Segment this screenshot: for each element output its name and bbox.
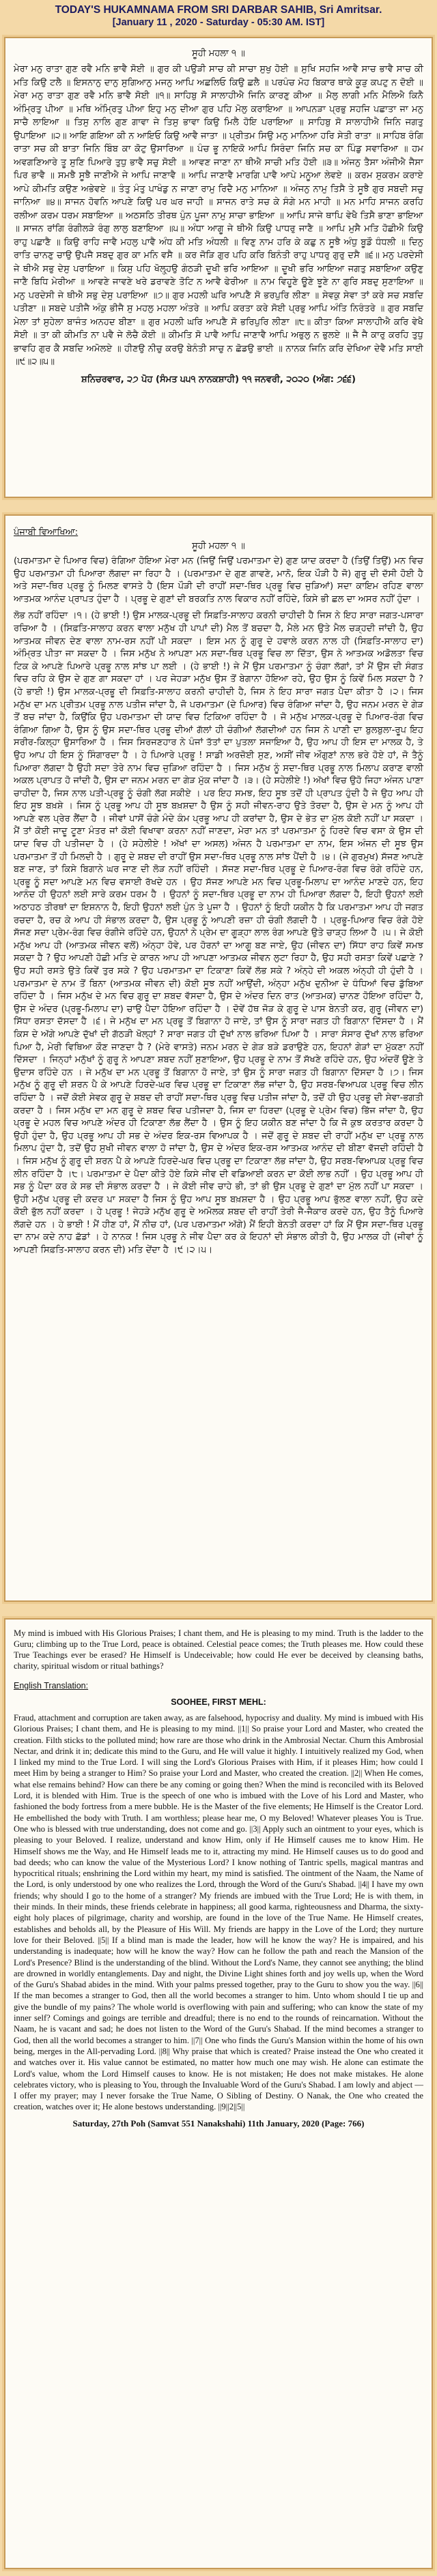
explanation-intro: (ਪਰਮਾਤਮਾ ਦੇ ਪਿਆਰ ਵਿਚ) ਰੰਗਿਆ ਹੋਇਆ ਮੇਰਾ ਮਨ (ਜਿਉਂ ਜਿਉਂ ਪਰਮਾਤਮਾ ਦੇ) ਗੁਣ ਯਾਦ ਕਰਦਾ ਹੈ (ਤਿਉਂ ਤਿਉਂ) ਮਨ ਵਿਚ ਉਹ ਪਰਮਾਤਮਾ ਹੀ ਪਿਆਰਾ ਲੱਗਦਾ ਜਾ ਰਿਹਾ ਹੈ । (ਪਰਮਾਤਮਾ ਦੇ ਗੁਣ ਗਾਵਣੇ, ਮਾਨੋ, ਇਕ ਪੌੜੀ ਹੈ ਜੋ) ਗੁਰੂ ਦੀ ਦੱਸੀ ਹੋਈ ਹੈ ਅਤੇ ਸਦਾ-ਥਿਰ ਪ੍ਰਭੂ ਨੂੰ ਮਿਲਣ ਵਾਸਤੇ ਹੈ (ਇਸ ਪੌੜੀ ਦੀ ਰਾਹੀਂ ਸਦਾ-ਥਿਰ ਪ੍ਰਭੂ ਵਿਚ ਜੁੜਿਆਂ) ਸਦਾ ਕਾਇਮ ਰਹਿਣ ਵਾਲਾ ਆਤਮਕ ਆਨੰਦ ਪ੍ਰਾਪਤ ਹੁੰਦਾ ਹੈ । ਪ੍ਰਭੂ ਦੇ ਗੁਣਾਂ ਦੀ ਬਰਕਤਿ ਨਾਲ ਵਿਕਾਰ ਨਹੀਂ ਰਹਿੰਦੇ, ਕਿਸੇ ਭੀ ਛਲ ਦਾ ਅਸਰ ਨਹੀਂ ਹੁੰਦਾ । [14, 556, 423, 604]
page-date: [January 11 , 2020 - Saturday - 05:30 AM. IST] [112, 17, 325, 28]
punjabi-date-line: ਸ਼ਨਿਚਰਵਾਰ, ੨੭ ਪੋਹ (ਸੰਮਤ ੫੫੧ ਨਾਨਕਸ਼ਾਹੀ) ੧੧ ਜਨਵਰੀ, ੨੦੨੦ (ਅੰਗ: ੭੬੬) [81, 374, 356, 385]
english-translation-label: English Translation: [14, 1681, 89, 1690]
page-title: TODAY'S HUKAMNAMA FROM SRI DARBAR SAHIB, Sri Amritsar. [55, 4, 382, 16]
page-header [0, 0, 437, 33]
explanation-body: ਲੋਭ ਨਹੀਂ ਰਹਿੰਦਾ ।੧। (ਹੇ ਭਾਈ !) ਉਸ ਮਾਲਕ-ਪ੍ਰਭੂ ਦੀ ਸਿਫ਼ਤਿ-ਸਾਲਾਹ ਕਰਨੀ ਚਾਹੀਦੀ ਹੈ ਜਿਸ ਨੇ ਇਹ ਸਾਰਾ ਜਗਤ-ਪਸਾਰਾ ਰਚਿਆ ਹੈ । (ਸਿਫ਼ਤਿ-ਸਾਲਾਹ ਕਰਨ ਵਾਲਾ ਮਨੁੱਖ ਹੀ ਪਾਪਾਂ ਦੀ) ਮੈਲ ਤੋਂ ਬਚਦਾ ਹੈ, ਮੈਲੇ ਮਨ ਉਤੇ ਮੈਲ ਚੜ੍ਹਦੀ ਜਾਂਦੀ ਹੈ, ਉਹ ਆਤਮਕ ਜੀਵਨ ਦੇਣ ਵਾਲਾ ਨਾਮ-ਰਸ ਨਹੀਂ ਪੀ ਸਕਦਾ । ਇਸ ਮਨ ਨੂੰ ਗੁਰੂ ਦੇ ਹਵਾਲੇ ਕਰਨ ਨਾਲ ਹੀ (ਸਿਫ਼ਤਿ-ਸਾਲਾਹ ਦਾ) ਅੰਮ੍ਰਿਤ ਪੀਤਾ ਜਾ ਸਕਦਾ ਹੈ । ਜਿਸ ਮਨੁੱਖ ਨੇ ਆਪਣਾ ਮਨ ਸਦਾ-ਥਿਰ ਪ੍ਰਭੂ ਵਿਚ ਲਾ ਦਿੱਤਾ, ਉਸ ਨੇ ਆਤਮਕ ਅਡੋਲਤਾ ਵਿਚ ਟਿਕ ਕੇ ਆਪਣੇ ਪਿਆਰੇ ਪ੍ਰਭੂ ਨਾਲ ਸਾਂਝ ਪਾ ਲਈ । (ਹੇ ਭਾਈ !) ਜੇ ਮੈਂ ਉਸ ਪਰਮਾਤਮਾ ਨੂੰ ਚੰਗਾ ਲੱਗਾਂ, ਤਾਂ ਮੈਂ ਉਸ ਦੀ ਸੰਗਤ ਵਿਚ ਰਹਿ ਕੇ ਉਸ ਦੇ ਗੁਣ ਗਾ ਸਕਦਾ ਹਾਂ । ਪਰ ਜੇਹੜਾ ਮਨੁੱਖ ਉਸ ਤੋਂ ਬੇਗਾਨਾ ਹੋਇਆ ਰਹੇ, ਉਹ ਉਸ ਨੂੰ ਕਿਵੇਂ ਮਿਲ ਸਕਦਾ ਹੈ ? (ਹੇ ਭਾਈ !) ਉਸ ਮਾਲਕ-ਪ੍ਰਭੂ ਦੀ ਸਿਫ਼ਤਿ-ਸਾਲਾਹ ਕਰਨੀ ਚਾਹੀਦੀ ਹੈ, ਜਿਸ ਨੇ ਇਹ ਸਾਰਾ ਜਗਤ ਪੈਦਾ ਕੀਤਾ ਹੈ ।੨। ਜਿਸ ਮਨੁੱਖ ਦਾ ਮਨ ਪ੍ਰੀਤਮ ਪ੍ਰਭੂ ਨਾਲ ਪਤੀਜ ਜਾਂਦਾ ਹੈ, ਜੋ ਪਰਮਾਤਮਾ (ਦੇ ਪਿਆਰ) ਵਿਚ ਰੰਗਿਆ ਜਾਂਦਾ ਹੈ, ਉਹ ਜਨਮ ਮਰਨ ਦੇ ਗੇੜ ਤੋਂ ਬਚ ਜਾਂਦਾ ਹੈ, ਕਿਉਂਕਿ ਉਹ ਪਰਮਾਤਮਾ ਦੀ ਯਾਦ ਵਿਚ ਟਿਕਿਆ ਰਹਿੰਦਾ ਹੈ । ਜੋ ਮਨੁੱਖ ਮਾਲਕ-ਪ੍ਰਭੂ ਦੇ ਪਿਆਰ-ਰੰਗ ਵਿਚ ਰੰਗਿਆ ਗਿਆ ਹੈ, ਉਸ ਨੂੰ ਉਸ ਸਦਾ-ਥਿਰ ਪ੍ਰਭੂ ਦੀਆਂ ਗੱਲਾਂ ਹੀ ਚੰਗੀਆਂ ਲੱਗਦੀਆਂ ਹਨ ਜਿਸ ਨੇ ਪਾਣੀ ਦਾ ਬੁਲਬੁਲਾ-ਰੂਪ ਇਹ ਸਰੀਰ-ਕਿਲ੍ਹਾ ਉਸਾਰਿਆ ਹੈ । ਜਿਸ ਸਿਰਜਣਹਾਰ ਨੇ ਪੰਜਾਂ ਤੱਤਾਂ ਦਾ ਪੁਤਲਾ ਸਜਾਇਆ ਹੈ, ਉਹ ਆਪ ਹੀ ਇਸ ਦਾ ਮਾਲਕ ਹੈ, ਤੇ ਉਹ ਆਪ ਹੀ ਇਸ ਨੂੰ ਸਿੰਗਾਰਦਾ ਹੈ । ਹੇ ਪਿਆਰੇ ਪ੍ਰਭੂ ! ਸਾਡੀ ਅਰਜ਼ੋਈ ਸੁਣ, ਅਸੀਂ ਜੀਵ ਔਗੁਣਾਂ ਨਾਲ ਭਰੇ ਹੋਏ ਹਾਂ, ਜੋ ਤੈਨੂੰ ਪਿਆਰਾ ਲੱਗਦਾ ਹੈ ਉਹੀ ਸਦਾ ਤੇਰੇ ਨਾਮ ਵਿਚ ਜੁੜਿਆ ਰਹਿੰਦਾ ਹੈ । ਜਿਸ ਮਨੁੱਖ ਨੂੰ ਸਦਾ-ਥਿਰ ਪ੍ਰਭੂ ਨਾਲ ਮਿਲਾਪ ਕਰਾਣ ਵਾਲੀ ਅਕਲ ਪ੍ਰਾਪਤ ਹੋ ਜਾਂਦੀ ਹੈ, ਉਸ ਦਾ ਜਨਮ ਮਰਨ ਦਾ ਗੇੜ ਮੁੱਕ ਜਾਂਦਾ ਹੈ ।੩। (ਹੇ ਸਹੇਲੀਏ !) ਅੱਖਾਂ ਵਿਚ ਉਹੋ ਜਿਹਾ ਅੰਜਨ ਪਾਣਾ ਚਾਹੀਦਾ ਹੈ, ਜਿਸ ਨਾਲ ਪਤੀ-ਪ੍ਰਭੂ ਨੂੰ ਚੰਗੀ ਲੱਗ ਸਕੀਏ । ਪਰ ਇਹ ਸਮਝ, ਇਹ ਸੂਝ ਤਦੋਂ ਹੀ ਪ੍ਰਾਪਤ ਹੁੰਦੀ ਹੈ ਜੇ ਉਹ ਆਪ ਹੀ ਇਹ ਸੂਝ ਬਖ਼ਸ਼ੇ । ਜਿਸ ਨੂੰ ਪ੍ਰਭੂ ਆਪ ਹੀ ਸੂਝ ਬਖ਼ਸ਼ਦਾ ਹੈ ਉਸ ਨੂੰ ਸਹੀ ਜੀਵਨ-ਰਾਹ ਉਤੇ ਤੋਰਦਾ ਹੈ, ਉਸ ਦੇ ਮਨ ਨੂੰ ਆਪ ਹੀ ਆਪਣੇ ਵਲ ਪ੍ਰੇਰ ਲੈਂਦਾ ਹੈ । ਜੀਵਾਂ ਪਾਸੋਂ ਚੰਗੇ ਮੰਦੇ ਕੰਮ ਪ੍ਰਭੂ ਆਪ ਹੀ ਕਰਾਂਦਾ ਹੈ, ਉਸ ਦੇ ਭੇਤ ਦਾ ਮੁੱਲ ਕੋਈ ਨਹੀਂ ਪਾ ਸਕਦਾ । ਮੈਂ ਤਾਂ ਕੋਈ ਜਾਦੂ ਟੂਣਾ ਮੰਤਰ ਜਾਂ ਕੋਈ ਵਿਖਾਵਾ ਕਰਨਾ ਨਹੀਂ ਜਾਣਦਾ, ਮੇਰਾ ਮਨ ਤਾਂ ਪਰਮਾਤਮਾ ਨੂੰ ਹਿਰਦੇ ਵਿਚ ਵਸਾ ਕੇ ਉਸ ਦੀ ਯਾਦ ਵਿਚ ਹੀ ਪਤੀਜਦਾ ਹੈ । (ਹੇ ਸਹੇਲੀਏ ! ਅੱਖਾਂ ਦਾ ਅਸਲ) ਅੰਜਨ ਹੈ ਪਰਮਾਤਮਾ ਦਾ ਨਾਮ, ਇਸ ਅੰਜਨ ਦੀ ਸੂਝ ਉਸ ਪਰਮਾਤਮਾ ਤੋਂ ਹੀ ਮਿਲਦੀ ਹੈ । ਗੁਰੂ ਦੇ ਸ਼ਬਦ ਦੀ ਰਾਹੀਂ ਉਸ ਸਦਾ-ਥਿਰ ਪ੍ਰਭੂ ਨਾਲ ਸਾਂਝ ਪੈਂਦੀ ਹੈ ।੪। (ਜੇ ਗੁਰਮੁਖ) ਸੱਜਣ ਆਪਣੇ ਬਣ ਜਾਣ, ਤਾਂ ਕਿਸੇ ਬਿਗਾਨੇ ਘਰ ਜਾਣ ਦੀ ਲੋੜ ਨਹੀਂ ਰਹਿੰਦੀ । ਸੱਜਣ ਸਦਾ-ਥਿਰ ਪ੍ਰਭੂ ਦੇ ਪਿਆਰ-ਰੰਗ ਵਿਚ ਰੰਗੇ ਰਹਿੰਦੇ ਹਨ, ਪ੍ਰਭੂ ਨੂੰ ਸਦਾ ਆਪਣੇ ਮਨ ਵਿਚ ਵਸਾਈ ਰੱਖਦੇ ਹਨ । ਉਹ ਸੱਜਣ ਆਪਣੇ ਮਨ ਵਿਚ ਪ੍ਰਭੂ-ਮਿਲਾਪ ਦਾ ਆਨੰਦ ਮਾਣਦੇ ਹਨ, ਇਹ ਆਨੰਦ ਹੀ ਉਹਨਾਂ ਲਈ ਸਾਰੇ ਕਰਮ ਧਰਮ ਹੈ । ਉਹਨਾਂ ਨੂੰ ਸਦਾ-ਥਿਰ ਪ੍ਰਭੂ ਦਾ ਨਾਮ ਹੀ ਪਿਆਰਾ ਲੱਗਦਾ ਹੈ, ਇਹੀ ਉਹਨਾਂ ਲਈ ਅਠਾਹਠ ਤੀਰਥਾਂ ਦਾ ਇਸ਼ਨਾਨ ਹੈ, ਇਹੀ ਉਹਨਾਂ ਲਈ ਪੁੰਨ ਤੇ ਪੂਜਾ ਹੈ । ਉਹਨਾਂ ਨੂੰ ਇਹੀ ਯਕੀਨ ਹੈ ਕਿ ਪਰਮਾਤਮਾ ਆਪ ਹੀ ਜਗਤ ਰਚਦਾ ਹੈ, ਰਚ ਕੇ ਆਪ ਹੀ ਸੰਭਾਲ ਕਰਦਾ ਹੈ, ਉਸ ਪ੍ਰਭੂ ਨੂੰ ਆਪਣੀ ਰਜ਼ਾ ਹੀ ਚੰਗੀ ਲੱਗਦੀ ਹੈ । ਪ੍ਰਭੂ-ਪਿਆਰ ਵਿਚ ਰੰਗੇ ਹੋਏ ਸੱਜਣ ਸਦਾ ਪ੍ਰੇਮ-ਰੰਗ ਵਿਚ ਰੰਗੀਜੇ ਰਹਿੰਦੇ ਹਨ, ਉਹਨਾਂ ਨੇ ਪ੍ਰੇਮ ਦਾ ਗੂੜ੍ਹਾ ਲਾਲ ਰੰਗ ਆਪਣੇ ਉਤੇ ਚਾੜ੍ਹ ਲਿਆ ਹੈ ।੫। ਜੇ ਕੋਈ ਮਨੁੱਖ ਆਪ ਹੀ (ਆਤਮਕ ਜੀਵਨ ਵਲੋਂ) ਅੰਨ੍ਹਾ ਹੋਵੇ, ਪਰ ਹੋਰਨਾਂ ਦਾ ਆਗੂ ਬਣ ਜਾਏ, ਉਹ (ਜੀਵਨ ਦਾ) ਸਿੱਧਾ ਰਾਹ ਕਿਵੇਂ ਸਮਝ ਸਕਦਾ ਹੈ ? ਉਹ ਆਪਣੀ ਹੋਛੀ ਮਤਿ ਦੇ ਕਾਰਨ ਆਪ ਹੀ ਆਪਣਾ ਆਤਮਕ ਜੀਵਨ ਲੁਟਾ ਰਿਹਾ ਹੈ, ਉਹ ਸਹੀ ਰਸਤਾ ਕਿਵੇਂ ਪਛਾਣੇ ? ਉਹ ਸਹੀ ਰਸਤੇ ਉਤੇ ਕਿਵੇਂ ਤੁਰ ਸਕੇ ? ਉਹ ਪਰਮਾਤਮਾ ਦਾ ਟਿਕਾਣਾ ਕਿਵੇਂ ਲੱਭ ਸਕੇ ? ਅੰਨ੍ਹੇ ਦੀ ਅਕਲ ਅੰਨ੍ਹੀ ਹੀ ਹੁੰਦੀ ਹੈ । ਪਰਮਾਤਮਾ ਦੇ ਨਾਮ ਤੋਂ ਬਿਨਾ (ਆਤਮਕ ਜੀਵਨ ਦੀ) ਕੋਈ ਸੂਝ ਨਹੀਂ ਆਉਂਦੀ, ਅੰਨ੍ਹਾ ਮਨੁੱਖ ਦੁਨੀਆ ਦੇ ਧੰਧਿਆਂ ਵਿਚ ਡੁੱਬਿਆ ਰਹਿੰਦਾ ਹੈ । ਜਿਸ ਮਨੁੱਖ ਦੇ ਮਨ ਵਿਚ ਗੁਰੂ ਦਾ ਸ਼ਬਦ ਵੱਸਦਾ ਹੈ, ਉਸ ਦੇ ਅੰਦਰ ਦਿਨ ਰਾਤ (ਆਤਮਕ) ਚਾਨਣ ਹੋਇਆ ਰਹਿੰਦਾ ਹੈ, ਉਸ ਦੇ ਅੰਦਰ (ਪ੍ਰਭੂ-ਮਿਲਾਪ ਦਾ) ਚਾਉ ਪੈਦਾ ਹੋਇਆ ਰਹਿੰਦਾ ਹੈ । ਦੋਵੇਂ ਹੱਥ ਜੋੜ ਕੇ ਗੁਰੂ ਦੇ ਪਾਸ ਬੇਨਤੀ ਕਰ, ਗੁਰੂ (ਜੀਵਨ ਦਾ) ਸਿੱਧਾ ਰਸਤਾ ਦੱਸਦਾ ਹੈ ।੬। ਜੇ ਮਨੁੱਖ ਦਾ ਮਨ ਪ੍ਰਭੂ ਤੋਂ ਬਿਗਾਨਾ ਹੋ ਜਾਏ, ਤਾਂ ਉਸ ਨੂੰ ਸਾਰਾ ਜਗਤ ਹੀ ਬਿਗਾਨਾ ਦਿੱਸਦਾ ਹੈ । ਮੈਂ ਕਿਸ ਦੇ ਅੱਗੇ ਆਪਣੇ ਦੁੱਖਾਂ ਦੀ ਗੱਠੜੀ ਖੋਲ੍ਹਾਂ ? ਸਾਰਾ ਜਗਤ ਹੀ ਦੁੱਖਾਂ ਨਾਲ ਭਰਿਆ ਪਿਆ ਹੈ । ਸਾਰਾ ਸੰਸਾਰ ਦੁੱਖਾਂ ਨਾਲ ਭਰਿਆ ਪਿਆ ਹੈ, ਮੇਰੀ ਵਿਥਿਆ ਕੌਣ ਜਾਣਦਾ ਹੈ ? (ਮੇਰੇ ਵਾਸਤੇ) ਜਨਮ ਮਰਨ ਦੇ ਗੇੜ ਬੜੇ ਡਰਾਉਣੇ ਹਨ, ਇਹਨਾਂ ਗੇੜਾਂ ਦਾ ਮੁੱਕਣਾ ਨਹੀਂ ਦਿੱਸਦਾ । ਜਿਨ੍ਹਾਂ ਮਨੁੱਖਾਂ ਨੂੰ ਗੁਰੂ ਨੇ ਆਪਣਾ ਸ਼ਬਦ ਨਹੀਂ ਸੁਣਾਇਆ, ਉਹ ਪ੍ਰਭੂ ਦੇ ਨਾਮ ਤੋਂ ਸੱਖਣੇ ਰਹਿੰਦੇ ਹਨ, ਉਹ ਅੰਦਰੋਂ ਊਣੇ ਤੇ ਉਦਾਸ ਰਹਿੰਦੇ ਹਨ । ਜੇ ਮਨੁੱਖ ਦਾ ਮਨ ਪ੍ਰਭੂ ਤੋਂ ਬਿਗਾਨਾ ਹੋ ਜਾਏ, ਤਾਂ ਉਸ ਨੂੰ ਸਾਰਾ ਜਗਤ ਹੀ ਬਿਗਾਨਾ ਦਿੱਸਦਾ ਹੈ ।੭। ਜਿਸ ਮਨੁੱਖ ਨੂੰ ਗੁਰੂ ਦੀ ਸ਼ਰਨ ਪੈ ਕੇ ਆਪਣੇ ਹਿਰਦੇ-ਘਰ ਵਿਚ ਪ੍ਰਭੂ ਦਾ ਟਿਕਾਣਾ ਲੱਭ ਜਾਂਦਾ ਹੈ, ਉਹ ਸਰਬ-ਵਿਆਪਕ ਪ੍ਰਭੂ ਵਿਚ ਲੀਨ ਰਹਿੰਦਾ ਹੈ । ਜਦੋਂ ਕੋਈ ਸੇਵਕ ਗੁਰੂ ਦੇ ਸ਼ਬਦ ਦੀ ਰਾਹੀਂ ਸਦਾ-ਥਿਰ ਪ੍ਰਭੂ ਵਿਚ ਪਤੀਜ ਜਾਂਦਾ ਹੈ, ਤਦੋਂ ਹੀ ਉਹ ਪ੍ਰਭੂ ਦੀ ਸੇਵਾ-ਭਗਤੀ ਕਰਦਾ ਹੈ । ਜਿਸ ਮਨੁੱਖ ਦਾ ਮਨ ਗੁਰੂ ਦੇ ਸ਼ਬਦ ਵਿਚ ਪਤੀਜਦਾ ਹੈ, ਜਿਸ ਦਾ ਹਿਰਦਾ (ਪ੍ਰਭੂ ਦੇ ਪ੍ਰੇਮ ਵਿਚ) ਭਿੱਜ ਜਾਂਦਾ ਹੈ, ਉਹ ਪ੍ਰਭੂ ਦੇ ਮਹਲ ਵਿਚ ਆਪਣੇ ਅੰਦਰ ਹੀ ਟਿਕਾਣਾ ਲੱਭ ਲੈਂਦਾ ਹੈ । ਉਸ ਨੂੰ ਇਹ ਯਕੀਨ ਬਣ ਜਾਂਦਾ ਹੈ ਕਿ ਜੋ ਕੁਝ ਕਰਤਾਰ ਕਰਦਾ ਹੈ ਉਹੀ ਹੁੰਦਾ ਹੈ, ਉਹ ਪ੍ਰਭੂ ਆਪ ਹੀ ਸਭ ਦੇ ਅੰਦਰ ਇਕ-ਰਸ ਵਿਆਪਕ ਹੈ । ਜਦੋਂ ਗੁਰੂ ਦੇ ਸ਼ਬਦ ਦੀ ਰਾਹੀਂ ਮਨੁੱਖ ਦਾ ਪ੍ਰਭੂ ਨਾਲ ਮਿਲਾਪ ਹੁੰਦਾ ਹੈ, ਤਦੋਂ ਉਹ ਸੁਖੀ ਜੀਵਨ ਵਾਲਾ ਹੋ ਜਾਂਦਾ ਹੈ, ਉਸ ਦੇ ਅੰਦਰ ਇਕ-ਰਸ ਆਤਮਕ ਆਨੰਦ ਦੀ ਬੀਣਾ ਵੱਜਦੀ ਰਹਿੰਦੀ ਹੈ । ਜਿਸ ਮਨੁੱਖ ਨੂੰ ਗੁਰੂ ਦੀ ਸ਼ਰਨ ਪੈ ਕੇ ਆਪਣੇ ਹਿਰਦੇ-ਘਰ ਵਿਚ ਪ੍ਰਭੂ ਦਾ ਟਿਕਾਣਾ ਲੱਭ ਜਾਂਦਾ ਹੈ, ਉਹ ਸਰਬ-ਵਿਆਪਕ ਪ੍ਰਭੂ ਵਿਚ ਲੀਨ ਰਹਿੰਦਾ ਹੈ ।੮। ਪਰਮਾਤਮਾ ਦੇ ਪੈਦਾ ਕੀਤੇ ਹੋਏ ਕਿਸੇ ਜੀਵ ਦੀ ਵਡਿਆਈ ਕਰਨ ਦਾ ਕੋਈ ਲਾਭ ਨਹੀਂ । ਉਹ ਪ੍ਰਭੂ ਆਪ ਹੀ ਸਭ ਨੂੰ ਪੈਦਾ ਕਰ ਕੇ ਸਭ ਦੀ ਸੰਭਾਲ ਕਰਦਾ ਹੈ । ਜੇ ਕੋਈ ਜੀਵ ਚਾਹੇ ਭੀ, ਤਾਂ ਭੀ ਉਸ ਪ੍ਰਭੂ ਦੇ ਗੁਣਾਂ ਦਾ ਮੁੱਲ ਨਹੀਂ ਪਾ ਸਕਦਾ । ਉਹੀ ਮਨੁੱਖ ਪ੍ਰਭੂ ਦੀ ਕਦਰ ਪਾ ਸਕਦਾ ਹੈ ਜਿਸ ਨੂੰ ਉਹ ਆਪ ਸੂਝ ਬਖ਼ਸ਼ਦਾ ਹੈ । ਉਹ ਪ੍ਰਭੂ ਆਪ ਭੁੱਲਣ ਵਾਲਾ ਨਹੀਂ, ਉਹ ਕਦੇ ਕੋਈ ਭੁੱਲ ਨਹੀਂ ਕਰਦਾ । ਹੇ ਪ੍ਰਭੂ ! ਜੇਹੜੇ ਮਨੁੱਖ ਗੁਰੂ ਦੇ ਅਮੋਲਕ ਸ਼ਬਦ ਦੀ ਰਾਹੀਂ ਤੇਰੀ ਜੈ-ਜੈਕਾਰ ਕਰਦੇ ਹਨ, ਉਹ ਤੈਨੂੰ ਪਿਆਰੇ ਲੱਗਦੇ ਹਨ । ਹੇ ਭਾਈ ! ਮੈਂ ਹੀਣ ਹਾਂ, ਮੈਂ ਨੀਚ ਹਾਂ, (ਪਰ ਪਰਮਾਤਮਾ ਅੱਗੇ) ਮੈਂ ਇਹੀ ਬੇਨਤੀ ਕਰਦਾ ਹਾਂ ਕਿ ਮੈਂ ਉਸ ਸਦਾ-ਥਿਰ ਪ੍ਰਭੂ ਦਾ ਨਾਮ ਕਦੇ ਨਾਹ ਛੱਡਾਂ । ਹੇ ਨਾਨਕ ! ਜਿਸ ਪ੍ਰਭੂ ਨੇ ਜੀਵ ਪੈਦਾ ਕਰ ਕੇ ਇਹਨਾਂ ਦੀ ਸੰਭਾਲ ਕੀਤੀ ਹੈ, ਉਹ ਮਾਲਕ ਹੀ (ਜੀਵਾਂ ਨੂੰ ਆਪਣੀ ਸਿਫ਼ਤਿ-ਸਾਲਾਹ ਕਰਨ ਦੀ) ਮਤਿ ਦੇਂਦਾ ਹੈ ।੯।੨।੫। [14, 611, 423, 1256]
english-translation-title: SOOHEE, FIRST MEHL: [171, 1697, 266, 1707]
explanation-heading: ਸੂਹੀ ਮਹਲਾ ੧ ॥ [192, 541, 245, 551]
gurbani-text: ਮੇਰਾ ਮਨੁ ਰਾਤਾ ਗੁਣ ਰਵੈ ਮਨਿ ਭਾਵੈ ਸੋਈ ॥ ਗੁਰ ਕੀ ਪਉੜੀ ਸਾਚ ਕੀ ਸਾਚਾ ਸੁਖੁ ਹੋਈ ॥ ਸੁਖਿ ਸਹਜਿ ਆਵੈ ਸਾਚ ਭਾਵੈ ਸਾਚ ਕੀ ਮਤਿ ਕਿਉ ਟਲੈ ॥ ਇਸਨਾਨੁ ਦਾਨੁ ਸੁਗਿਆਨੁ ਮਜਨੁ ਆਪਿ ਅਛਲਿਓ ਕਿਉ ਛਲੈ ॥ ਪਰਪੰਚ ਮੋਹ ਬਿਕਾਰ ਥਾਕੇ ਕੂੜੁ ਕਪਟੁ ਨ ਦੋਈ ॥ ਮੇਰਾ ਮਨੁ ਰਾਤਾ ਗੁਣ ਰਵੈ ਮਨਿ ਭਾਵੈ ਸੋਈ ॥੧॥ ਸਾਹਿਬੁ ਸੋ ਸਾਲਾਹੀਐ ਜਿਨਿ ਕਾਰਣੁ ਕੀਆ ॥ ਮੈਲੁ ਲਾਗੀ ਮਨਿ ਮੈਲਿਐ ਕਿਨੈ ਅੰਮ੍ਰਿਤੁ ਪੀਆ ॥ ਮਥਿ ਅੰਮ੍ਰਿਤੁ ਪੀਆ ਇਹੁ ਮਨੁ ਦੀਆ ਗੁਰ ਪਹਿ ਮੋਲੁ ਕਰਾਇਆ ॥ ਆਪਨੜਾ ਪ੍ਰਭੁ ਸਹਜਿ ਪਛਾਤਾ ਜਾ ਮਨੁ ਸਾਚੈ ਲਾਇਆ ॥ ਤਿਸੁ ਨਾਲਿ ਗੁਣ ਗਾਵਾ ਜੇ ਤਿਸੁ ਭਾਵਾ ਕਿਉ ਮਿਲੈ ਹੋਇ ਪਰਾਇਆ ॥ ਸਾਹਿਬੁ ਸੋ ਸਾਲਾਹੀਐ ਜਿਨਿ ਜਗਤੁ ਉਪਾਇਆ ॥੨॥ ਆਇ ਗਇਆ ਕੀ ਨ ਆਇਓ ਕਿਉ ਆਵੈ ਜਾਤਾ ॥ ਪ੍ਰੀਤਮ ਸਿਉ ਮਨੁ ਮਾਨਿਆ ਹਰਿ ਸੇਤੀ ਰਾਤਾ ॥ ਸਾਹਿਬ ਰੰਗਿ ਰਾਤਾ ਸਚ ਕੀ ਬਾਤਾ ਜਿਨਿ ਬਿੰਬ ਕਾ ਕੋਟੁ ਉਸਾਰਿਆ ॥ ਪੰਚ ਭੂ ਨਾਇਕੋ ਆਪਿ ਸਿਰੰਦਾ ਜਿਨਿ ਸਚ ਕਾ ਪਿੰਡੁ ਸਵਾਰਿਆ ॥ ਹਮ ਅਵਗਣਿਆਰੇ ਤੂ ਸੁਣਿ ਪਿਆਰੇ ਤੁਧੁ ਭਾਵੈ ਸਚੁ ਸੋਈ ॥ ਆਵਣ ਜਾਣਾ ਨਾ ਥੀਐ ਸਾਚੀ ਮਤਿ ਹੋਈ ॥੩॥ ਅੰਜਨੁ ਤੈਸਾ ਅੰਜੀਐ ਜੈਸਾ ਪਿਰ ਭਾਵੈ ॥ ਸਮਝੈ ਸੂਝੈ ਜਾਣੀਐ ਜੇ ਆਪਿ ਜਾਣਾਵੈ ॥ ਆਪਿ ਜਾਣਾਵੈ ਮਾਰਗਿ ਪਾਵੈ ਆਪੇ ਮਨੂਆ ਲੇਵਏ ॥ ਕਰਮ ਸੁਕਰਮ ਕਰਾਏ ਆਪੇ ਕੀਮਤਿ ਕਉਣ ਅਭੇਵਏ ॥ ਤੰਤੁ ਮੰਤੁ ਪਾਖੰਡੁ ਨ ਜਾਣਾ ਰਾਮੁ ਰਿਦੈ ਮਨੁ ਮਾਨਿਆ ॥ ਅੰਜਨੁ ਨਾਮੁ ਤਿਸੈ ਤੇ ਸੂਝੈ ਗੁਰ ਸਬਦੀ ਸਚੁ ਜਾਨਿਆ ॥੪॥ ਸਾਜਨ ਹੋਵਨਿ ਆਪਣੇ ਕਿਉ ਪਰ ਘਰ ਜਾਹੀ ॥ ਸਾਜਨ ਰਾਤੇ ਸਚ ਕੇ ਸੰਗੇ ਮਨ ਮਾਹੀ ॥ ਮਨ ਮਾਹਿ ਸਾਜਨ ਕਰਹਿ ਰਲੀਆ ਕਰਮ ਧਰਮ ਸਬਾਇਆ ॥ ਅਠਸਠਿ ਤੀਰਥ ਪੁੰਨ ਪੂਜਾ ਨਾਮੁ ਸਾਚਾ ਭਾਇਆ ॥ ਆਪਿ ਸਾਜੇ ਥਾਪਿ ਵੇਖੈ ਤਿਸੈ ਭਾਣਾ ਭਾਇਆ ॥ ਸਾਜਨ ਰਾਂਗਿ ਰੰਗੀਲੜੇ ਰੰਗੁ ਲਾਲੁ ਬਣਾਇਆ ॥੫॥ ਅੰਧਾ ਆਗੂ ਜੇ ਥੀਐ ਕਿਉ ਪਾਧਰੁ ਜਾਣੈ ॥ ਆਪਿ ਮੁਸੈ ਮਤਿ ਹੋਛੀਐ ਕਿਉ ਰਾਹੁ ਪਛਾਣੈ ॥ ਕਿਉ ਰਾਹਿ ਜਾਵੈ ਮਹਲੁ ਪਾਵੈ ਅੰਧ ਕੀ ਮਤਿ ਅੰਧਲੀ ॥ ਵਿਣੁ ਨਾਮ ਹਰਿ ਕੇ ਕਛੁ ਨ ਸੂਝੈ ਅੰਧੁ ਬੂਡੌ ਧੰਧਲੀ ॥ ਦਿਨੁ ਰਾਤਿ ਚਾਨਣੁ ਚਾਉ ਉਪਜੈ ਸਬਦੁ ਗੁਰ ਕਾ ਮਨਿ ਵਸੈ ॥ ਕਰ ਜੋੜਿ ਗੁਰ ਪਹਿ ਕਰਿ ਬਿਨੰਤੀ ਰਾਹੁ ਪਾਧਰੁ ਗੁਰੁ ਦਸੈ ॥੬॥ ਮਨੁ ਪਰਦੇਸੀ ਜੇ ਥੀਐ ਸਭੁ ਦੇਸੁ ਪਰਾਇਆ ॥ ਕਿਸੁ ਪਹਿ ਖੋਲ੍ਹ੍ਹਉ ਗੰਠੜੀ ਦੂਖੀ ਭਰਿ ਆਇਆ ॥ ਦੂਖੀ ਭਰਿ ਆਇਆ ਜਗਤੁ ਸਬਾਇਆ ਕਉਣੁ ਜਾਣੈ ਬਿਧਿ ਮੇਰੀਆ ॥ ਆਵਣੇ ਜਾਵਣੇ ਖਰੇ ਡਰਾਵਣੇ ਤੋਟਿ ਨ ਆਵੈ ਫੇਰੀਆ ॥ ਨਾਮ ਵਿਹੂਣੇ ਊਣੇ ਝੂਣੇ ਨਾ ਗੁਰਿ ਸਬਦੁ ਸੁਣਾਇਆ ॥ ਮਨੁ ਪਰਦੇਸੀ ਜੇ ਥੀਐ ਸਭੁ ਦੇਸੁ ਪਰਾਇਆ ॥੭॥ ਗੁਰ ਮਹਲੀ ਘਰਿ ਆਪਣੈ ਸੋ ਭਰਪੁਰਿ ਲੀਣਾ ॥ ਸੇਵਕੁ ਸੇਵਾ ਤਾਂ ਕਰੇ ਸਚ ਸਬਦਿ ਪਤੀਣਾ ॥ ਸਬਦੇ ਪਤੀਜੈ ਅੰਕੁ ਭੀਜੈ ਸੁ ਮਹਲੁ ਮਹਲਾ ਅੰਤਰੇ ॥ ਆਪਿ ਕਰਤਾ ਕਰੇ ਸੋਈ ਪ੍ਰਭੁ ਆਪਿ ਅੰਤਿ ਨਿਰੰਤਰੇ ॥ ਗੁਰ ਸਬਦਿ ਮੇਲਾ ਤਾਂ ਸੁਹੇਲਾ ਬਾਜੰਤ ਅਨਹਦ ਬੀਣਾ ॥ ਗੁਰ ਮਹਲੀ ਘਰਿ ਆਪਣੈ ਸੋ ਭਰਿਪੁਰਿ ਲੀਣਾ ॥੮॥ ਕੀਤਾ ਕਿਆ ਸਾਲਾਹੀਐ ਕਰਿ ਵੇਖੈ ਸੋਈ ॥ ਤਾ ਕੀ ਕੀਮਤਿ ਨਾ ਪਵੈ ਜੇ ਲੋਚੈ ਕੋਈ ॥ ਕੀਮਤਿ ਸੋ ਪਾਵੈ ਆਪਿ ਜਾਣਾਵੈ ਆਪਿ ਅਭੁਲੁ ਨ ਭੁਲਏ ॥ ਜੈ ਜੈ ਕਾਰੁ ਕਰਹਿ ਤੁਧੁ ਭਾਵਹਿ ਗੁਰ ਕੈ ਸਬਦਿ ਅਮੋਲਏ ॥ ਹੀਣਉ ਨੀਚੁ ਕਰਉ ਬੇਨੰਤੀ ਸਾਚੁ ਨ ਛੋਡਉ ਭਾਈ ॥ ਨਾਨਕ ਜਿਨਿ ਕਰਿ ਦੇਖਿਆ ਦੇਵੈ ਮਤਿ ਸਾਈ ॥੯॥੨॥੫॥ [14, 64, 423, 367]
shabad-heading: ਸੂਹੀ ਮਹਲਾ ੧ ॥ [192, 48, 245, 59]
punjabi-explanation-label: ਪੰਜਾਬੀ ਵਿਆਖਿਆ: [14, 527, 79, 538]
gurmukhi-hukamnama-panel [4, 37, 433, 498]
english-translation-body: Fraud, attachment and corruption are taken away, as are falsehood, hypocrisy and duality. My mind is imbued with His Glorious Praises; I chant them, and He is pleasing to my mind. ||1|| So praise your Lord and Master, who created the creation. Filth sticks to the polluted mind; how rare are those who drink in the Ambrosial Nectar. Churn this Ambrosial Nectar, and drink it in; dedicate this mind to the Guru, and He will value it highly. I intuitively realized my God, when I linked my mind to the True Lord. I will sing the Lord's Glorious Praises with Him, if it pleases Him; how could I meet Him by being a stranger to Him? So praise your Lord and Master, who created the creation. ||2|| When He comes, what else remains behind? How can there be any coming or going then? When the mind is reconciled with its Beloved Lord, it is blended with Him. True is the speech of one who is imbued with the Love of his Lord and Master, who fashioned the body fortress from a mere bubble. He is the Master of the five elements; He Himself is the Creator Lord. He embellished the body with Truth. I am worthless; please hear me, O my Beloved! Whatever pleases You is True. One who is blessed with true understanding, does not come and go. ||3|| Apply such an ointment to your eyes, which is pleasing to your Beloved. I realize, understand and know Him, only if He Himself causes me to know Him. He Himself shows me the Way, and He Himself leads me to it, attracting my mind. He Himself causes us to do good and bad deeds; who can know the value of the Mysterious Lord? I know nothing of Tantric spells, magical mantras and hypocritical rituals; enshrining the Lord within my heart, my mind is satisfied. The ointment of the Naam, the Name of the Lord, is only understood by one who realizes the Lord, through the Word of the Guru's Shabad. ||4|| I have my own friends; why should I go to the home of a stranger? My friends are imbued with the True Lord; He is with them, in their minds. In their minds, these friends celebrate in happiness; all good karma, righteousness and Dharma, the sixty-eight holy places of pilgrimage, charity and worship, are found in the love of the True Name. He Himself creates, establishes and beholds all, by the Pleasure of His Will. My friends are happy in the Love of the Lord; they nurture love for their Beloved. ||5|| If a blind man is made the leader, how will he know the way? He is impaired, and his understanding is inadequate; how will he know the way? How can he follow the path and reach the Mansion of the Lord's Presence? Blind is the understanding of the blind. Without the Lord's Name, they cannot see anything; the blind are drowned in worldly entanglements. Day and night, the Divine Light shines forth and joy wells up, when the Word of the Guru's Shabad abides in the mind. With your palms pressed together, pray to the Guru to show you the way. ||6|| If the man becomes a stranger to God, then all the world becomes a stranger to him. Unto whom should I tie up and give the bundle of my pains? The whole world is overflowing with pain and suffering; who can know the state of my inner self? Comings and goings are terrible and dreadful; there is no end to the rounds of reincarnation. Without the Naam, he is vacant and sad; he does not listen to the Word of the Guru's Shabad. If the mind becomes a stranger to God, then all the world becomes a stranger to him. ||7|| One who finds the Guru's Mansion within the home of his own being, merges in the All-pervading Lord. ||8|| Why praise that which is created? Praise instead the One who created it and watches over it. His value cannot be estimated, no matter how much one may wish. He alone can estimate the Lord's value, whom the Lord Himself causes to know. He is not mistaken; He does not make mistakes. He alone celebrates victory, who is pleasing to You, through the Invaluable Word of the Guru's Shabad. I am lowly and abject — I offer my prayer; may I never forsake the True Name, O Sibling of Destiny. O Nanak, the One who created the creation, watches over it; He alone bestows understanding. ||9||2||5|| [14, 1713, 423, 2112]
punjabi-explanation-panel [4, 514, 433, 1602]
english-intro: My mind is imbued with His Glorious Praises; I chant them, and He is pleasing to my mind. Truth is the ladder to the Guru; climbing up to the True Lord, peace is obtained. Celestial peace comes; the Truth pleases me. How could these True Teachings ever be erased? He Himself is Undeceivable; how could He ever be deceived by cleansing baths, charity, spiritual wisdom or ritual bathings? [14, 1628, 423, 1671]
english-date-footer: Saturday, 27th Poh (Samvat 551 Nanakshahi) 11th January, 2020 (Page: 766) [72, 2118, 365, 2128]
english-translation-panel [4, 1618, 433, 2569]
